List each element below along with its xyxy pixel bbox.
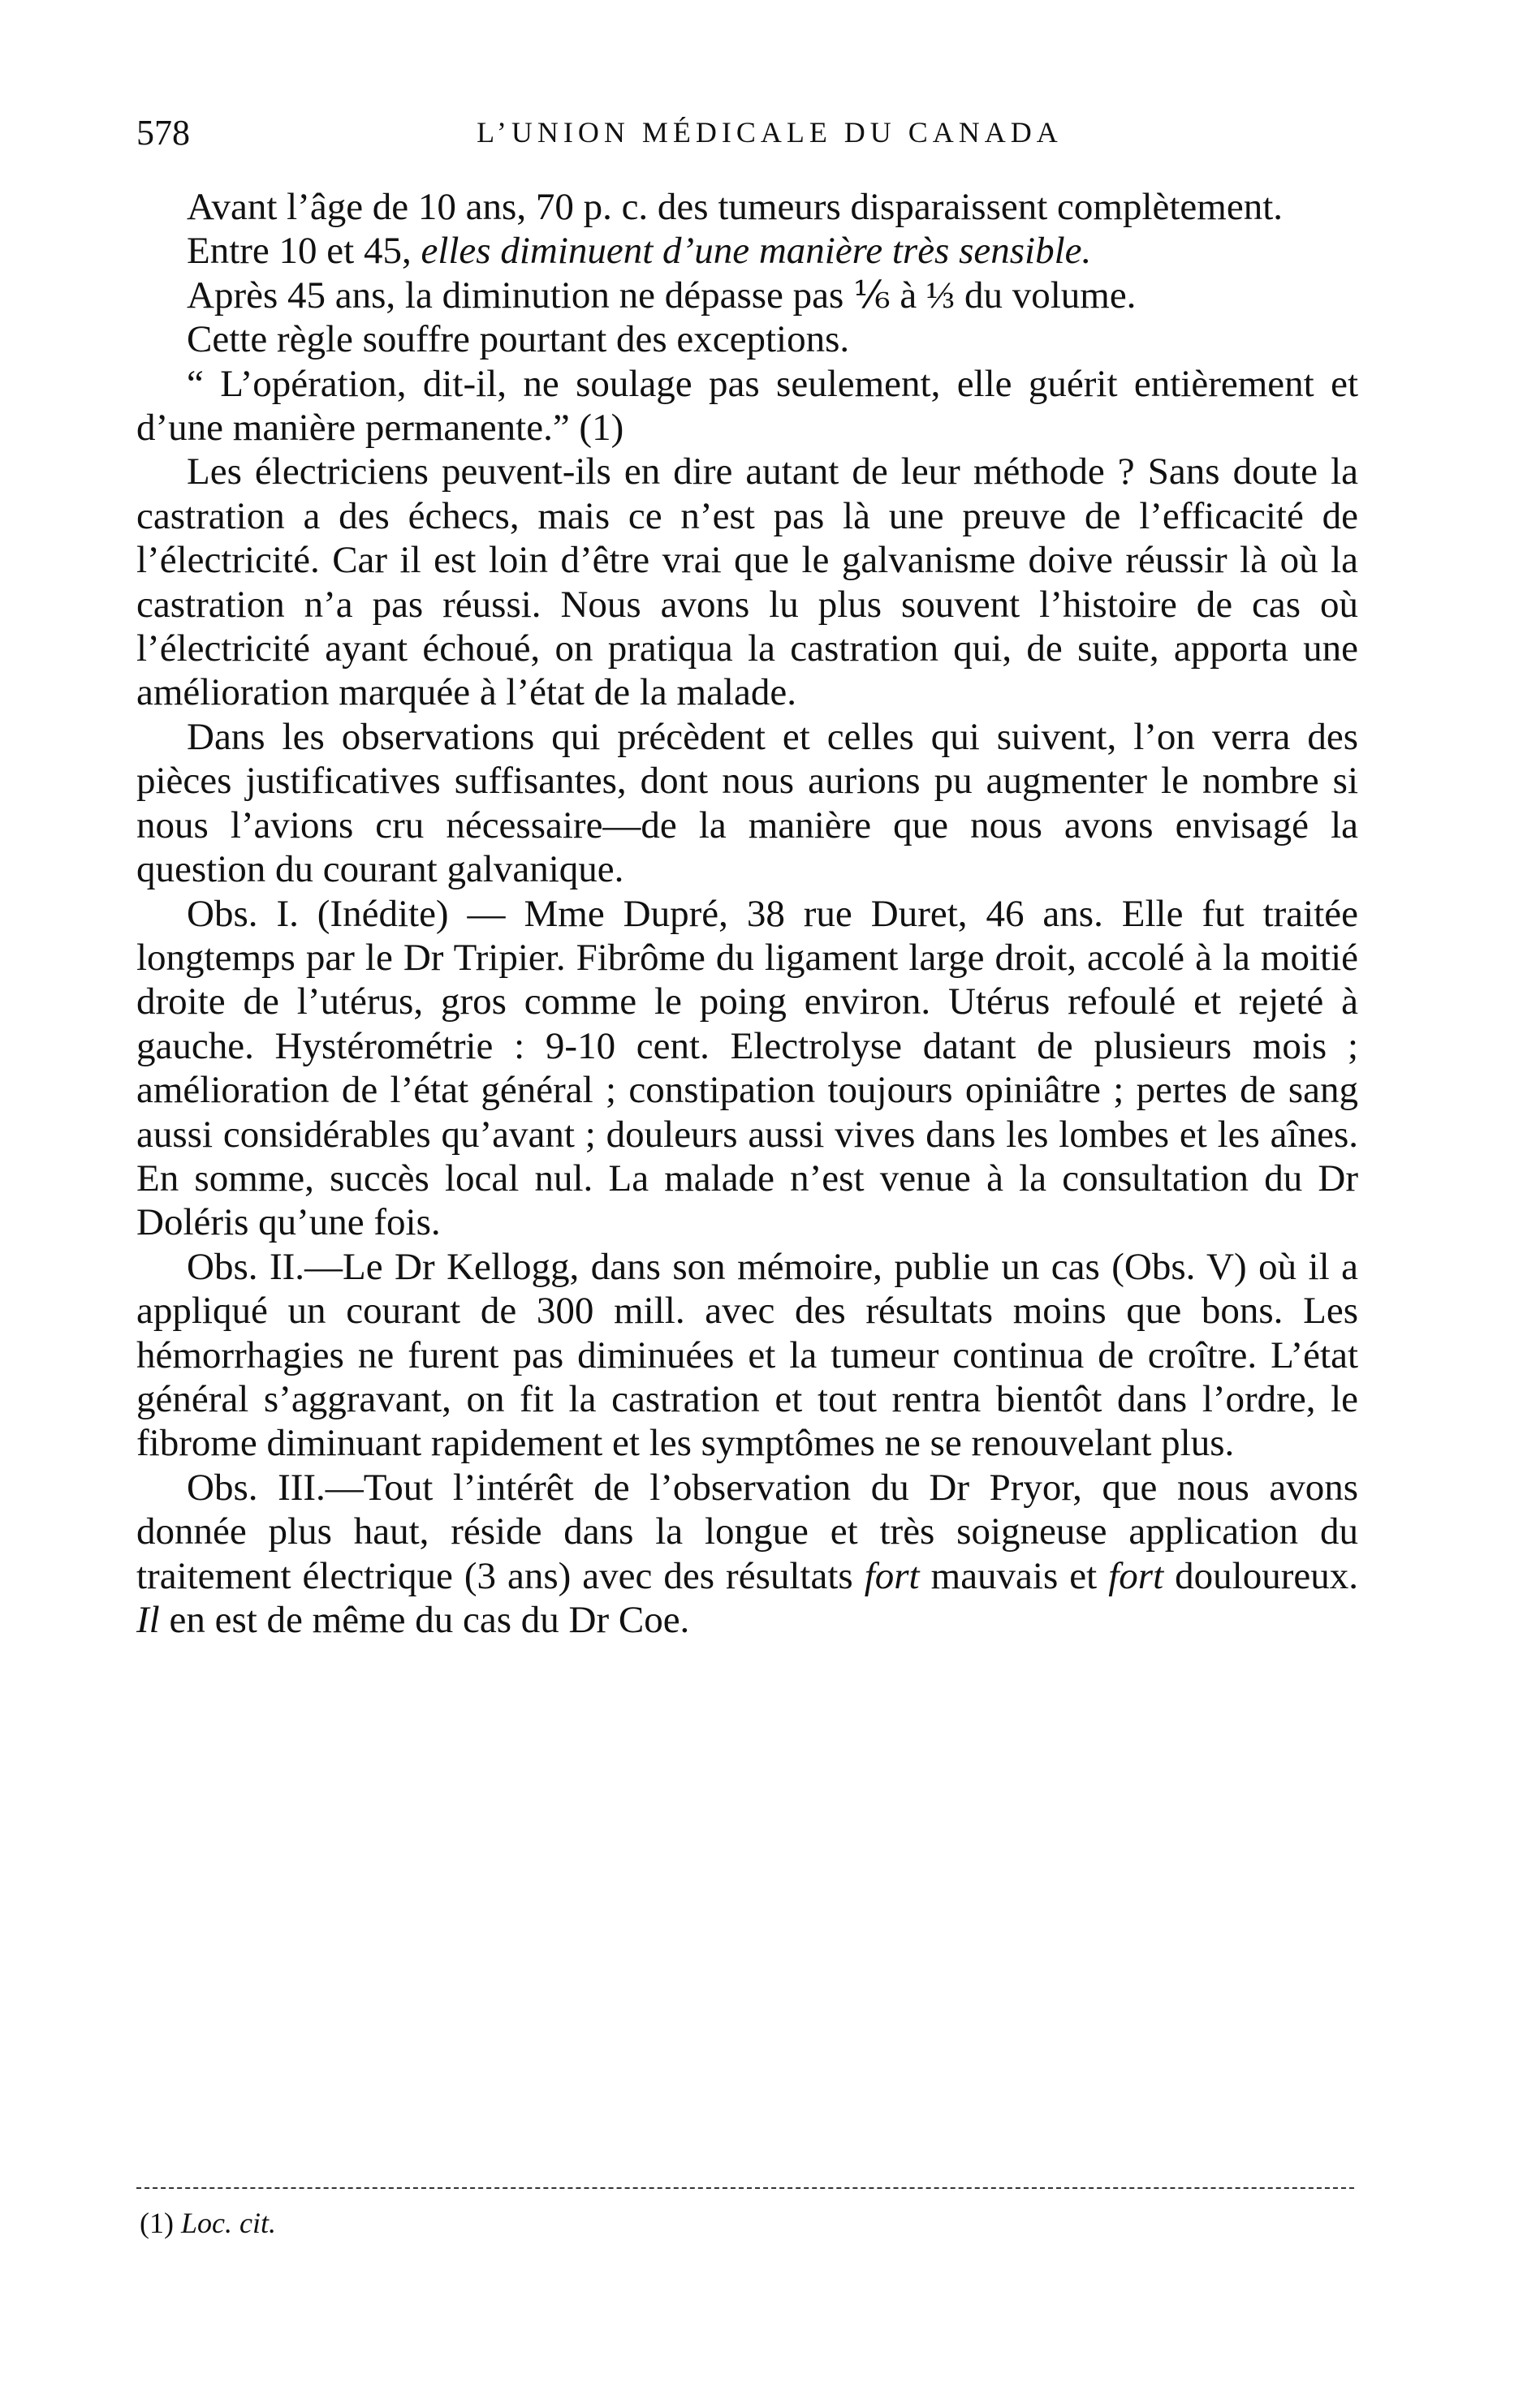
paragraph-2-lead: Entre 10 et 45, (187, 230, 421, 273)
page-header (136, 112, 1378, 161)
observation-3-italic-2: fort (1108, 1554, 1164, 1597)
paragraph-7: Dans les observations qui précèdent et celles qui suivent, l’on verra des pièces justificatives suffisantes, dont nous aurions pu augmenter le nombre si nous l’avions cru nécessaire—de la manière que nous avons envisagé la question du courant galvanique. (136, 715, 1358, 891)
footnote-rule (136, 2187, 1354, 2189)
footnote (140, 2206, 276, 2240)
footnote-text: Loc. cit. (180, 2207, 276, 2239)
running-head: L’UNION MÉDICALE DU CANADA (477, 116, 1063, 149)
observation-2: Obs. II.—Le Dr Kellogg, dans son mémoire, publie un cas (Obs. V) où il a appliqué un courant de 300 mill. avec des résultats moins que bons. Les hémorrhagies ne furent pas diminuées et la tumeur continua de croître. L’état général s’aggravant, on fit la castration et tout rentra bientôt dans l’ordre, le fibrome diminuant rapidement et les symptômes ne se renouvelant plus. (136, 1245, 1358, 1465)
paragraph-3: Après 45 ans, la diminution ne dépasse pas ⅙ à ⅓ du volume. (187, 274, 1137, 317)
body-text (136, 185, 1358, 1642)
paragraph-2-italic: elles diminuent d’une manière très sensible. (421, 230, 1092, 273)
paragraph-6: Les électriciens peuvent-ils en dire autant de leur méthode ? Sans doute la castration a des échecs, mais ce n’est pas là une preuve de l’efficacité de l’électricité. Car il est loin d’être vrai que le galvanisme doive réussir là où la castration n’a pas réussi. Nous avons lu plus souvent l’histoire de cas où l’électricité ayant échoué, on pratiqua la castration qui, de suite, apporta une amélioration marquée à l’état de la malade. (136, 450, 1358, 714)
page-number: 578 (136, 113, 190, 153)
observation-3-tail-2: en est de même du cas du Dr Coe. (159, 1599, 690, 1641)
observation-3-italic-1: fort (864, 1554, 920, 1597)
observation-3-mid: mauvais et (919, 1554, 1109, 1597)
observation-3-lead: Obs. III.—Tout l’intérêt de l’observation du Dr Pryor, que nous avons donnée plus haut, réside dans la longue et très soigneuse application du traitement électrique (3 ans) avec des résultats (136, 1466, 1358, 1597)
paragraph-1: Avant l’âge de 10 ans, 70 p. c. des tumeurs disparaissent complètement. (187, 186, 1284, 228)
paragraph-4: Cette règle souffre pourtant des exceptions. (187, 318, 850, 361)
footnote-number: (1) (140, 2207, 174, 2239)
paragraph-2 (136, 229, 1358, 273)
paragraph-5: “ L’opération, dit-il, ne soulage pas seulement, elle guérit entièrement et d’une manière permanente.” (1) (136, 362, 1358, 450)
observation-3 (136, 1466, 1358, 1643)
observation-3-tail: douloureux. (1163, 1554, 1358, 1597)
observation-3-italic-3: Il (136, 1599, 160, 1641)
observation-1: Obs. I. (Inédite) — Mme Dupré, 38 rue Duret, 46 ans. Elle fut traitée longtemps par le Dr Tripier. Fibrôme du ligament large droit, accolé à la moitié droite de l’utérus, gros comme le poing environ. Utérus refoulé et rejeté à gauche. Hystérométrie : 9-10 cent. Electrolyse datant de plusieurs mois ; amélioration de l’état général ; constipation toujours opiniâtre ; pertes de sang aussi considérables qu’avant ; douleurs aussi vives dans les lombes et les aînes. En somme, succès local nul. La malade n’est venue à la consultation du Dr Doléris qu’une fois. (136, 892, 1358, 1244)
